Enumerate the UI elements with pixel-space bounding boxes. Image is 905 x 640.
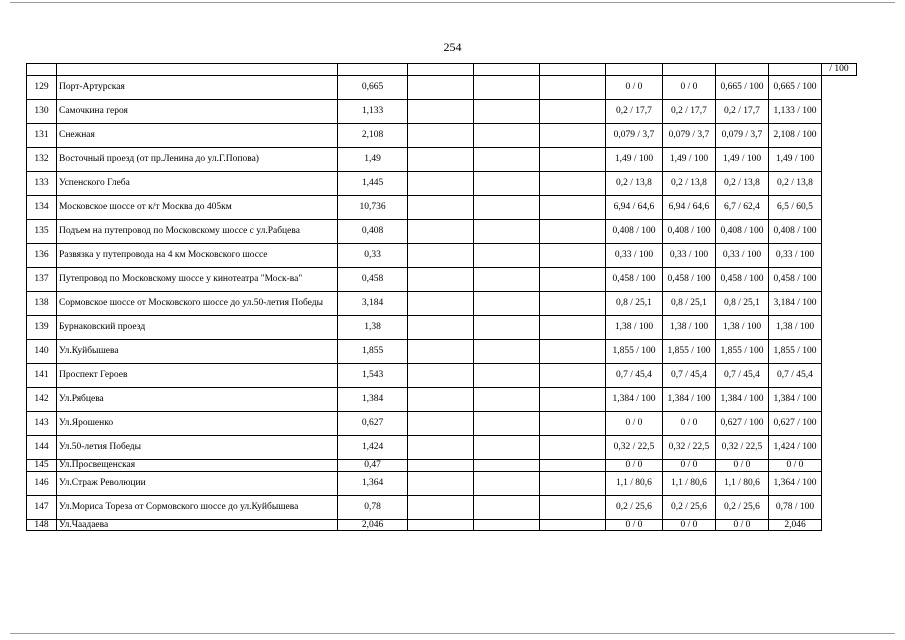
- table-row-continuation: [27, 64, 857, 76]
- cell-value: 1,384 / 100: [606, 387, 663, 411]
- cell-empty: [474, 459, 540, 471]
- cell-value: 0,2 / 17,7: [663, 99, 716, 123]
- cell-name: Восточный проезд (от пр.Ленина до ул.Г.Попова): [57, 147, 338, 171]
- top-rule: [10, 2, 895, 3]
- cell-empty: [474, 219, 540, 243]
- cell-name: Ул.Просвещенская: [57, 459, 338, 471]
- cell-empty: [540, 471, 606, 495]
- cell-value: 0,079 / 3,7: [606, 123, 663, 147]
- cell-value: 1,38 / 100: [663, 315, 716, 339]
- cell-name: Ул.Страж Революции: [57, 471, 338, 495]
- cell-length: 1,445: [338, 171, 408, 195]
- cell-value: 0,78 / 100: [769, 495, 822, 519]
- cell-num: 145: [27, 459, 57, 471]
- cell-empty: [540, 519, 606, 531]
- cell-empty: [474, 267, 540, 291]
- cell-empty: [408, 387, 474, 411]
- cell-value: 0,33 / 100: [663, 243, 716, 267]
- cell-value: 0,665 / 100: [769, 75, 822, 99]
- cell-empty: [474, 291, 540, 315]
- cell-empty: [408, 267, 474, 291]
- cell-length: 0,47: [338, 459, 408, 471]
- cell-value: 0,408 / 100: [663, 219, 716, 243]
- cell-num: 141: [27, 363, 57, 387]
- table-row: [27, 291, 857, 315]
- table-row: [27, 171, 857, 195]
- cell-num: 142: [27, 387, 57, 411]
- cell-empty: [474, 75, 540, 99]
- cell-num: 144: [27, 435, 57, 459]
- cell-value: 0,458 / 100: [769, 267, 822, 291]
- table-row: [27, 219, 857, 243]
- cell-value: 1,855 / 100: [716, 339, 769, 363]
- table-row: [27, 339, 857, 363]
- cell-value: 0,079 / 3,7: [716, 123, 769, 147]
- cell-num: 147: [27, 495, 57, 519]
- cell-name: Ул.Рябцева: [57, 387, 338, 411]
- table-row: [27, 99, 857, 123]
- cell-empty: [408, 363, 474, 387]
- cell-value: 0,7 / 45,4: [716, 363, 769, 387]
- cell-num: 136: [27, 243, 57, 267]
- cell-value: 0 / 0: [716, 519, 769, 531]
- cell-name: Ул.Куйбышева: [57, 339, 338, 363]
- cell-length: 1,424: [338, 435, 408, 459]
- cell-name: Ул.Мориса Тореза от Сормовского шоссе до ул.Куйбышева: [57, 495, 338, 519]
- cell-length: 0,408: [338, 219, 408, 243]
- cell-length: 1,543: [338, 363, 408, 387]
- cell-value: 0,33 / 100: [606, 243, 663, 267]
- cell-length: 1,49: [338, 147, 408, 171]
- cell-empty: [474, 147, 540, 171]
- cell-value: 1,384 / 100: [769, 387, 822, 411]
- cell-value: 0,8 / 25,1: [663, 291, 716, 315]
- cell-name: Порт-Артурская: [57, 75, 338, 99]
- cell-value: 1,424 / 100: [769, 435, 822, 459]
- cell-length: 1,384: [338, 387, 408, 411]
- cell-empty: [474, 435, 540, 459]
- cell-empty: [474, 411, 540, 435]
- cell-value: / 100: [822, 64, 857, 76]
- page-number: 254: [443, 40, 462, 54]
- cell-empty: [540, 243, 606, 267]
- cell-value: 0 / 0: [663, 75, 716, 99]
- cell-length: 1,855: [338, 339, 408, 363]
- cell-value: 0,33 / 100: [716, 243, 769, 267]
- cell-empty: [540, 411, 606, 435]
- table-body: [27, 64, 857, 531]
- cell-length: 10,736: [338, 195, 408, 219]
- cell-value: 0 / 0: [663, 411, 716, 435]
- cell-name: Самочкина героя: [57, 99, 338, 123]
- cell-value: 0,2 / 25,6: [663, 495, 716, 519]
- cell-length: 0,33: [338, 243, 408, 267]
- cell-empty: [474, 195, 540, 219]
- cell-empty: [408, 519, 474, 531]
- cell-name: Бурнаковский проезд: [57, 315, 338, 339]
- cell-value: 6,94 / 64,6: [606, 195, 663, 219]
- cell-name: Ул.Чаадаева: [57, 519, 338, 531]
- cell-value: 0,33 / 100: [769, 243, 822, 267]
- cell-empty: [408, 339, 474, 363]
- cell-value: 1,364 / 100: [769, 471, 822, 495]
- cell-num: 146: [27, 471, 57, 495]
- cell-empty: [474, 495, 540, 519]
- table-row: [27, 195, 857, 219]
- cell-value: 0,2 / 17,7: [716, 99, 769, 123]
- cell-empty: [474, 123, 540, 147]
- cell-value: 0,8 / 25,1: [606, 291, 663, 315]
- table-row: [27, 123, 857, 147]
- table-row: [27, 459, 857, 471]
- cell-num: 148: [27, 519, 57, 531]
- table-row: [27, 147, 857, 171]
- cell-name: Успенского Глеба: [57, 171, 338, 195]
- cell-value: 0 / 0: [663, 519, 716, 531]
- cell-value: 1,49 / 100: [663, 147, 716, 171]
- cell-num: 131: [27, 123, 57, 147]
- cell-empty: [408, 147, 474, 171]
- cell-empty: [474, 339, 540, 363]
- cell-empty: [540, 171, 606, 195]
- cell-value: 0,2 / 17,7: [606, 99, 663, 123]
- cell-value: 1,384 / 100: [716, 387, 769, 411]
- cell-value: 0,2 / 13,8: [663, 171, 716, 195]
- cell-value: 0 / 0: [663, 459, 716, 471]
- cell-value: 0,2 / 25,6: [606, 495, 663, 519]
- table-row: [27, 363, 857, 387]
- bottom-rule: [10, 633, 895, 634]
- cell-empty: [540, 315, 606, 339]
- cell-empty: [540, 363, 606, 387]
- cell-length: 2,108: [338, 123, 408, 147]
- cell-empty: [474, 471, 540, 495]
- cell-value: 0,408 / 100: [716, 219, 769, 243]
- cell-empty: [408, 64, 474, 76]
- cell-length: 0,627: [338, 411, 408, 435]
- cell-value: 0,7 / 45,4: [663, 363, 716, 387]
- cell-value: 0,2 / 13,8: [606, 171, 663, 195]
- cell-empty: [474, 363, 540, 387]
- cell-value: 1,855 / 100: [606, 339, 663, 363]
- cell-num: 132: [27, 147, 57, 171]
- cell-num: 139: [27, 315, 57, 339]
- cell-value: 6,94 / 64,6: [663, 195, 716, 219]
- cell-value: 1,38 / 100: [716, 315, 769, 339]
- roads-table: [26, 63, 857, 531]
- cell-empty: [540, 99, 606, 123]
- cell-name: Проспект Героев: [57, 363, 338, 387]
- cell-empty: [540, 387, 606, 411]
- cell-num: 140: [27, 339, 57, 363]
- cell-empty: [540, 459, 606, 471]
- cell-empty: [474, 387, 540, 411]
- cell-empty: [408, 99, 474, 123]
- cell-num: 135: [27, 219, 57, 243]
- table-row: [27, 267, 857, 291]
- table-row: [27, 387, 857, 411]
- cell-empty: [408, 123, 474, 147]
- cell-value: 0 / 0: [716, 459, 769, 471]
- cell-name: Путепровод по Московскому шоссе у кинотеатра "Моск-ва": [57, 267, 338, 291]
- table-row: [27, 315, 857, 339]
- cell-value: 0 / 0: [606, 411, 663, 435]
- cell-num: 137: [27, 267, 57, 291]
- cell-num: 133: [27, 171, 57, 195]
- cell-value: 0,2 / 13,8: [716, 171, 769, 195]
- cell-value: 0,2 / 13,8: [769, 171, 822, 195]
- cell-empty: [474, 99, 540, 123]
- table-row: [27, 471, 857, 495]
- cell-length: 3,184: [338, 291, 408, 315]
- cell-value: 1,133 / 100: [769, 99, 822, 123]
- cell-value: 1,1 / 80,6: [663, 471, 716, 495]
- table-row: [27, 411, 857, 435]
- cell-empty: [408, 459, 474, 471]
- cell-value: 0,458 / 100: [606, 267, 663, 291]
- cell-empty: [474, 171, 540, 195]
- cell-value: 0,7 / 45,4: [769, 363, 822, 387]
- table-row: [27, 519, 857, 531]
- cell-value: 0 / 0: [606, 75, 663, 99]
- cell-value: 0,627 / 100: [769, 411, 822, 435]
- cell-empty: [474, 64, 540, 76]
- cell-length: 0,78: [338, 495, 408, 519]
- cell-value: 0,32 / 22,5: [606, 435, 663, 459]
- cell-value: 1,855 / 100: [663, 339, 716, 363]
- cell-empty: [540, 195, 606, 219]
- cell-empty: [408, 195, 474, 219]
- cell-empty: [474, 315, 540, 339]
- cell-value: 2,046: [769, 519, 822, 531]
- cell-num: 138: [27, 291, 57, 315]
- cell-empty: [474, 243, 540, 267]
- cell-value: 1,38 / 100: [606, 315, 663, 339]
- cell-length: 1,133: [338, 99, 408, 123]
- cell-name: Ул.Ярошенко: [57, 411, 338, 435]
- cell-empty: [606, 64, 663, 76]
- cell-empty: [540, 75, 606, 99]
- cell-value: 0 / 0: [606, 519, 663, 531]
- cell-value: 0,7 / 45,4: [606, 363, 663, 387]
- table-row: [27, 435, 857, 459]
- cell-empty: [408, 171, 474, 195]
- cell-empty: [408, 315, 474, 339]
- cell-name: [57, 64, 338, 76]
- cell-value: 0,408 / 100: [769, 219, 822, 243]
- cell-name: Развязка у путепровода на 4 км Московского шоссе: [57, 243, 338, 267]
- cell-empty: [408, 495, 474, 519]
- cell-empty: [408, 291, 474, 315]
- cell-empty: [769, 64, 822, 76]
- cell-value: 0,627 / 100: [716, 411, 769, 435]
- cell-name: Снежная: [57, 123, 338, 147]
- cell-empty: [540, 435, 606, 459]
- cell-empty: [408, 243, 474, 267]
- cell-value: 0,458 / 100: [663, 267, 716, 291]
- cell-empty: [540, 495, 606, 519]
- cell-empty: [663, 64, 716, 76]
- table-row: [27, 75, 857, 99]
- table-row: [27, 495, 857, 519]
- cell-empty: [540, 339, 606, 363]
- cell-name: Подъем на путепровод по Московскому шоссе с ул.Рабцева: [57, 219, 338, 243]
- cell-length: 1,38: [338, 315, 408, 339]
- cell-length: 0,665: [338, 75, 408, 99]
- table-row: [27, 243, 857, 267]
- cell-num: 130: [27, 99, 57, 123]
- cell-empty: [540, 219, 606, 243]
- cell-value: 1,49 / 100: [769, 147, 822, 171]
- cell-value: 0,32 / 22,5: [663, 435, 716, 459]
- cell-value: 0,8 / 25,1: [716, 291, 769, 315]
- cell-value: 6,5 / 60,5: [769, 195, 822, 219]
- cell-empty: [408, 219, 474, 243]
- cell-num: [27, 64, 57, 76]
- cell-num: 129: [27, 75, 57, 99]
- cell-num: 134: [27, 195, 57, 219]
- cell-empty: [408, 435, 474, 459]
- cell-value: 3,184 / 100: [769, 291, 822, 315]
- cell-value: 0,408 / 100: [606, 219, 663, 243]
- cell-empty: [540, 267, 606, 291]
- cell-value: 0,079 / 3,7: [663, 123, 716, 147]
- cell-name: Сормовское шоссе от Московского шоссе до ул.50-летия Победы: [57, 291, 338, 315]
- cell-value: 1,49 / 100: [606, 147, 663, 171]
- cell-value: 1,1 / 80,6: [606, 471, 663, 495]
- cell-empty: [408, 471, 474, 495]
- cell-num: 143: [27, 411, 57, 435]
- cell-length: 2,046: [338, 519, 408, 531]
- cell-length: [338, 64, 408, 76]
- cell-empty: [540, 64, 606, 76]
- cell-value: 6,7 / 62,4: [716, 195, 769, 219]
- cell-empty: [408, 75, 474, 99]
- cell-value: 1,855 / 100: [769, 339, 822, 363]
- cell-empty: [540, 291, 606, 315]
- cell-value: 0,458 / 100: [716, 267, 769, 291]
- cell-value: 0 / 0: [606, 459, 663, 471]
- cell-value: 0,665 / 100: [716, 75, 769, 99]
- cell-value: 0,2 / 25,6: [716, 495, 769, 519]
- cell-name: Ул.50-летия Победы: [57, 435, 338, 459]
- cell-name: Московское шоссе от к/т Москва до 405км: [57, 195, 338, 219]
- cell-empty: [716, 64, 769, 76]
- cell-empty: [408, 411, 474, 435]
- cell-value: 0 / 0: [769, 459, 822, 471]
- cell-length: 1,364: [338, 471, 408, 495]
- cell-value: 1,49 / 100: [716, 147, 769, 171]
- cell-value: 0,32 / 22,5: [716, 435, 769, 459]
- cell-length: 0,458: [338, 267, 408, 291]
- cell-empty: [540, 123, 606, 147]
- cell-value: 1,38 / 100: [769, 315, 822, 339]
- cell-value: 1,384 / 100: [663, 387, 716, 411]
- cell-empty: [474, 519, 540, 531]
- cell-value: 2,108 / 100: [769, 123, 822, 147]
- cell-value: 1,1 / 80,6: [716, 471, 769, 495]
- cell-empty: [540, 147, 606, 171]
